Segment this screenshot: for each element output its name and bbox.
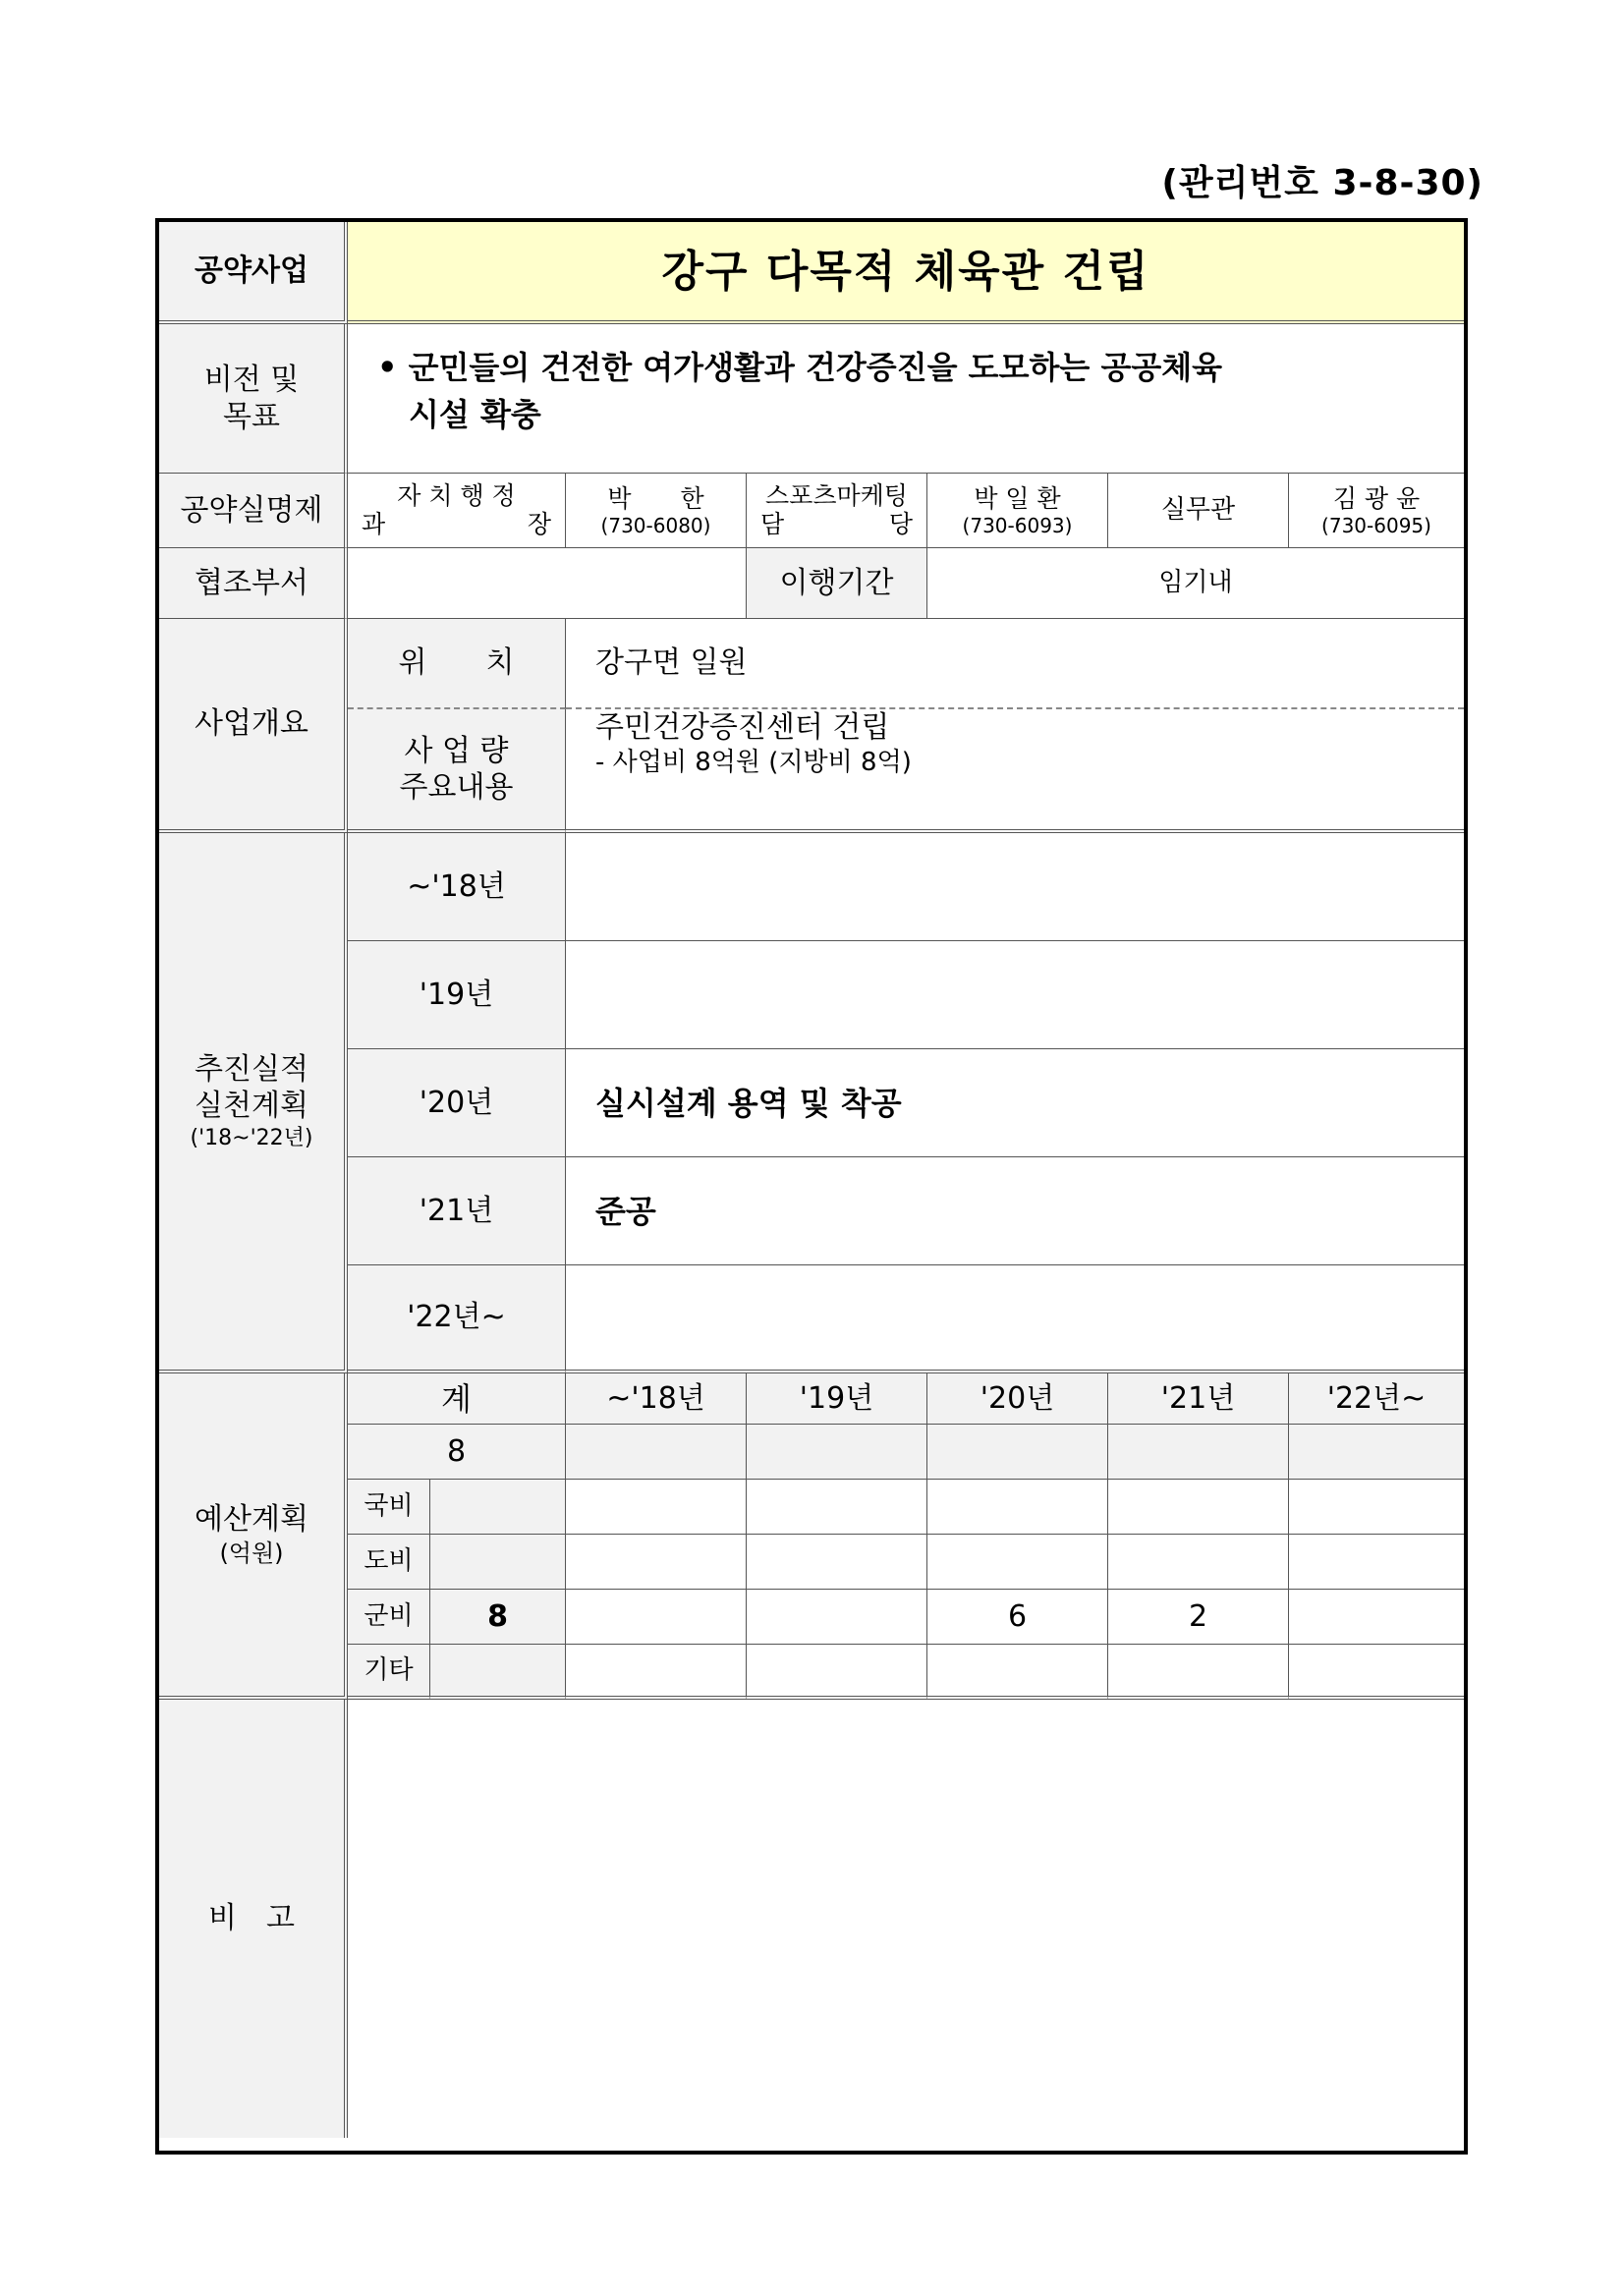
budget-header: ~'18년 xyxy=(566,1373,747,1425)
budget-cell: 6 xyxy=(927,1590,1108,1645)
budget-cell xyxy=(566,1590,747,1645)
budget-total-cell xyxy=(927,1425,1108,1480)
budget-label-line2: (억원) xyxy=(219,1539,284,1567)
director-name: 박 한 xyxy=(607,483,704,513)
staff-title: 실무관 xyxy=(1108,474,1289,548)
progress-label-line3: ('18~'22년) xyxy=(190,1125,313,1150)
budget-cell xyxy=(1108,1645,1289,1700)
budget-row-sum xyxy=(430,1535,566,1590)
budget-cell xyxy=(747,1535,927,1590)
budget-label xyxy=(159,1373,348,1700)
vision-text-line1: • 군민들의 건전한 여가생활과 건강증진을 도모하는 공공체육 xyxy=(377,349,1223,386)
budget-header-total: 계 xyxy=(348,1373,566,1425)
budget-total-cell xyxy=(1289,1425,1464,1480)
management-number: (관리번호 3-8-30) xyxy=(1161,163,1484,203)
pledge-title: 강구 다목적 체육관 건립 xyxy=(348,222,1464,324)
scope-label-line2: 주요내용 xyxy=(399,770,514,805)
budget-cell xyxy=(566,1645,747,1700)
vision-text xyxy=(348,324,1464,474)
budget-cell: 2 xyxy=(1108,1590,1289,1645)
location-label: 위 치 xyxy=(348,619,566,709)
accountability-label: 공약실명제 xyxy=(159,474,348,548)
team-title-line2a: 담 xyxy=(760,509,785,538)
progress-content xyxy=(566,1265,1464,1373)
budget-cell xyxy=(566,1535,747,1590)
period-label: 이행기간 xyxy=(747,548,927,619)
director-phone: (730-6080) xyxy=(600,513,711,537)
remarks-label: 비 고 xyxy=(159,1700,348,2138)
scope-label xyxy=(348,709,566,833)
progress-label-line2: 실천계획 xyxy=(195,1089,308,1124)
budget-header: '20년 xyxy=(927,1373,1108,1425)
pledge-label: 공약사업 xyxy=(159,222,348,324)
budget-cell xyxy=(1289,1535,1464,1590)
progress-label-line1: 추진실적 xyxy=(195,1051,308,1087)
vision-label-line2: 목표 xyxy=(223,399,280,434)
budget-header: '22년~ xyxy=(1289,1373,1464,1425)
team-title-line1: 스포츠마케팅 xyxy=(765,480,908,510)
cooperation-value xyxy=(348,548,747,619)
team-phone: (730-6093) xyxy=(962,513,1073,537)
budget-row-label: 도비 xyxy=(348,1535,430,1590)
budget-cell xyxy=(747,1590,927,1645)
director-title-line2 xyxy=(348,511,565,539)
budget-cell xyxy=(1289,1590,1464,1645)
budget-row-label: 국비 xyxy=(348,1480,430,1535)
period-value: 임기내 xyxy=(927,548,1464,619)
budget-total-cell xyxy=(1108,1425,1289,1480)
budget-total-value: 8 xyxy=(348,1425,566,1480)
budget-total-cell xyxy=(566,1425,747,1480)
director-title xyxy=(348,474,566,548)
budget-row-sum: 8 xyxy=(430,1590,566,1645)
progress-year: '20년 xyxy=(348,1049,566,1157)
director-title-line2b: 장 xyxy=(527,509,551,538)
staff-contact xyxy=(1289,474,1464,548)
scope-value xyxy=(566,709,1464,833)
budget-header: '21년 xyxy=(1108,1373,1289,1425)
budget-cell xyxy=(566,1480,747,1535)
progress-content: 실시설계 용역 및 착공 xyxy=(566,1049,1464,1157)
budget-cell xyxy=(927,1645,1108,1700)
budget-row-label: 기타 xyxy=(348,1645,430,1700)
team-contact xyxy=(927,474,1108,548)
progress-year: '21년 xyxy=(348,1157,566,1265)
progress-content: 준공 xyxy=(566,1157,1464,1265)
scope-value-line1: 주민건강증진센터 건립 xyxy=(595,710,890,745)
pledge-table xyxy=(159,222,1464,2151)
budget-header: '19년 xyxy=(747,1373,927,1425)
budget-cell xyxy=(747,1480,927,1535)
budget-label-line1: 예산계획 xyxy=(195,1502,308,1538)
budget-cell xyxy=(1108,1535,1289,1590)
overview-label: 사업개요 xyxy=(159,619,348,833)
director-contact xyxy=(566,474,747,548)
budget-cell xyxy=(1108,1480,1289,1535)
remarks-value xyxy=(348,1700,1464,2138)
budget-cell xyxy=(927,1535,1108,1590)
director-title-line1: 자 치 행 정 xyxy=(397,480,516,510)
team-title xyxy=(747,474,927,548)
budget-cell xyxy=(1289,1480,1464,1535)
team-name: 박 일 환 xyxy=(974,483,1061,513)
scope-label-line1: 사 업 량 xyxy=(404,733,509,768)
pledge-form xyxy=(155,218,1468,2155)
scope-value-line2: - 사업비 8억원 (지방비 8억) xyxy=(595,747,912,777)
staff-phone: (730-6095) xyxy=(1321,513,1431,537)
vision-label xyxy=(159,324,348,474)
location-value: 강구면 일원 xyxy=(566,619,1464,709)
budget-cell xyxy=(1289,1645,1464,1700)
budget-row-sum xyxy=(430,1645,566,1700)
progress-content xyxy=(566,833,1464,941)
cooperation-label: 협조부서 xyxy=(159,548,348,619)
budget-row-sum xyxy=(430,1480,566,1535)
progress-year: '22년~ xyxy=(348,1265,566,1373)
team-title-line2b: 당 xyxy=(888,509,913,538)
progress-year: ~'18년 xyxy=(348,833,566,941)
budget-row-label: 군비 xyxy=(348,1590,430,1645)
progress-content xyxy=(566,941,1464,1049)
staff-name: 김 광 윤 xyxy=(1332,483,1421,513)
progress-year: '19년 xyxy=(348,941,566,1049)
budget-cell xyxy=(927,1480,1108,1535)
team-title-line2 xyxy=(747,511,926,539)
vision-text-line2: 시설 확충 xyxy=(409,396,541,433)
director-title-line2a: 과 xyxy=(362,509,386,538)
budget-cell xyxy=(747,1645,927,1700)
budget-total-cell xyxy=(747,1425,927,1480)
progress-label xyxy=(159,833,348,1373)
vision-label-line1: 비전 및 xyxy=(203,363,300,397)
